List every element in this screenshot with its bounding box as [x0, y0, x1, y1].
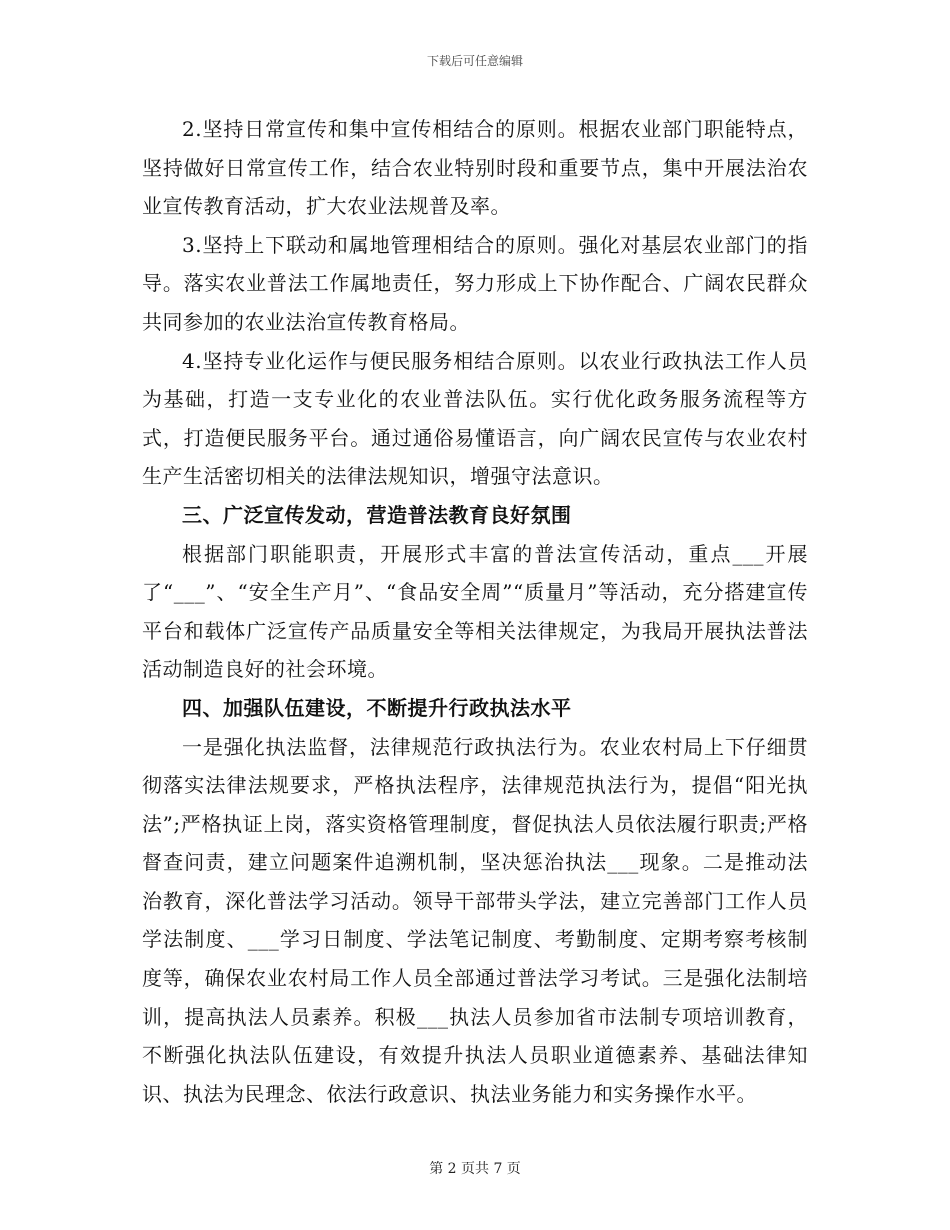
section-heading-3: 三、广泛宣传发动，营造普法教育良好氛围 — [182, 502, 572, 527]
paragraph-principle-4: 4.坚持专业化运作与便民服务相结合原则。以农业行政执法工作人员为基础，打造一支专业化的农业普法队伍。实行优化政务服务流程等方式，打造便民服务平台。通过通俗易懂语言，向广阔农民宣传与农业农村生产生活密切相关的法律法规知识，增强守法意识。 — [142, 348, 808, 489]
page-number: 第 2 页共 7 页 — [429, 1161, 521, 1177]
paragraph-section-4: 一是强化执法监督，法律规范行政执法行为。农业农村局上下仔细贯彻落实法律法规要求，严格执法程序，法律规范执法行为，提倡“阳光执法”;严格执证上岗，落实资格管理制度，督促执法人员依法履行职责;严格督查问责，建立问题案件追溯机制，坚决惩治执法___现象。二是推动法治教育，深化普法学习活动。领导干部带头学法，建立完善部门工作人员学法制度、___学习日制度、学法笔记制度、考勤制度、定期考察考核制度等，确保农业农村局工作人员全部通过普法学习考试。三是强化法制培训，提高执法人员素养。积极___执法人员参加省市法制专项培训教育，不断强化执法队伍建设，有效提升执法人员职业道德素养、基础法律知识、执法为民理念、依法行政意识、执法业务能力和实务操作水平。 — [142, 734, 808, 1106]
paragraph-section-3: 根据部门职能职责，开展形式丰富的普法宣传活动，重点___开展了“___”、“安全生产月”、“食品安全周”“质量月”等活动，充分搭建宣传平台和载体广泛宣传产品质量安全等相关法律规定，为我局开展执法普法活动制造良好的社会环境。 — [142, 541, 808, 682]
paragraph-principle-3: 3.坚持上下联动和属地管理相结合的原则。强化对基层农业部门的指导。落实农业普法工作属地责任，努力形成上下协作配合、广阔农民群众共同参加的农业法治宣传教育格局。 — [142, 232, 808, 334]
paragraph-principle-2: 2.坚持日常宣传和集中宣传相结合的原则。根据农业部门职能特点，坚持做好日常宣传工作，结合农业特别时段和重要节点，集中开展法治农业宣传教育活动，扩大农业法规普及率。 — [142, 117, 808, 219]
document-body — [142, 110, 808, 1113]
section-heading-4: 四、加强队伍建设，不断提升行政执法水平 — [182, 695, 572, 720]
header-note: 下载后可任意编辑 — [426, 54, 523, 68]
